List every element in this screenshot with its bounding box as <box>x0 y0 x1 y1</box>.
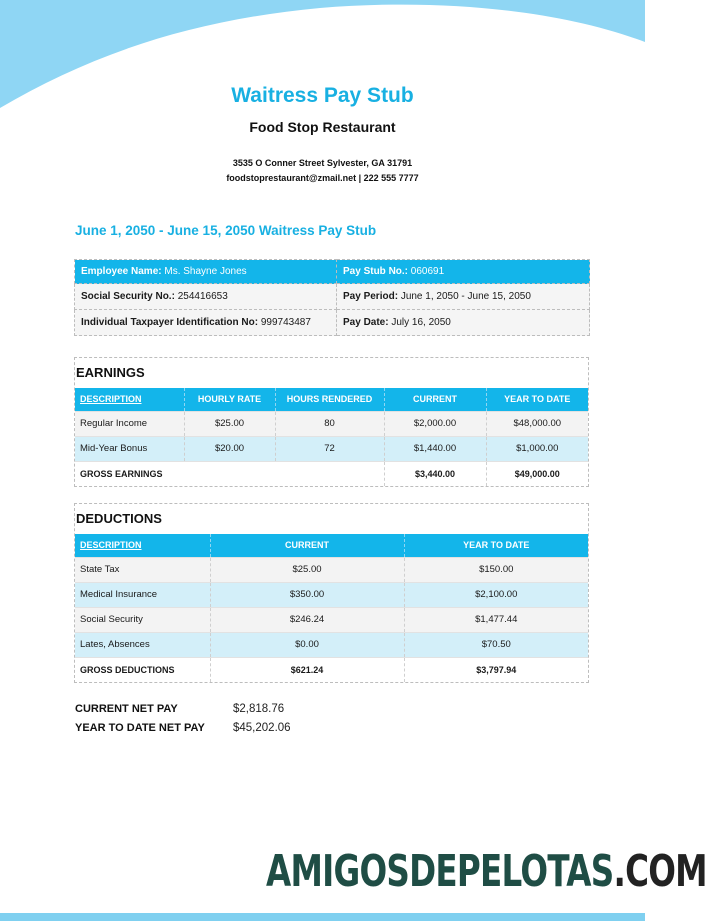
ytd-amount: $48,000.00 <box>486 411 588 436</box>
table-row <box>75 310 590 336</box>
column-header: DESCRIPTION <box>75 534 210 557</box>
pay-period-cell <box>337 284 590 310</box>
current-amount: $246.24 <box>210 607 404 632</box>
pay-date-label: Pay Date: <box>343 317 389 328</box>
deductions-section <box>74 503 589 683</box>
itin-label: Individual Taxpayer Identification No: <box>81 317 259 328</box>
watermark-suffix: .COM <box>613 846 707 897</box>
gross-deductions-ytd: $3,797.94 <box>404 657 588 682</box>
column-header: DESCRIPTION <box>75 388 184 411</box>
current-net-pay-value: $2,818.76 <box>233 703 285 715</box>
ytd-net-pay-label: YEAR TO DATE NET PAY <box>75 722 205 734</box>
stub-no-label: Pay Stub No.: <box>343 266 409 277</box>
stub-no-cell <box>337 260 590 284</box>
ytd-amount: $70.50 <box>404 632 588 657</box>
current-amount: $350.00 <box>210 582 404 607</box>
table-row <box>75 411 588 436</box>
gross-earnings-current: $3,440.00 <box>384 461 486 486</box>
earnings-table <box>75 388 588 486</box>
ytd-amount: $1,477.44 <box>404 607 588 632</box>
deduction-description: State Tax <box>75 557 210 582</box>
earnings-section <box>74 357 589 487</box>
stub-no-value: 060691 <box>410 266 445 277</box>
current-amount: $25.00 <box>210 557 404 582</box>
column-header: CURRENT <box>210 534 404 557</box>
watermark-logo <box>266 846 707 897</box>
gross-earnings-ytd: $49,000.00 <box>486 461 588 486</box>
current-amount: $1,440.00 <box>384 436 486 461</box>
pay-period-label: Pay Period: <box>343 291 399 302</box>
deduction-description: Lates, Absences <box>75 632 210 657</box>
table-row <box>75 260 590 284</box>
gross-earnings-label: GROSS EARNINGS <box>75 461 384 486</box>
company-address: 3535 O Conner Street Sylvester, GA 31791 <box>232 158 413 168</box>
hours-rendered: 80 <box>275 411 384 436</box>
company-contact: foodstoprestaurant@zmail.net | 222 555 7777 <box>226 173 419 183</box>
document-title: Waitress Pay Stub <box>231 84 414 107</box>
current-amount: $2,000.00 <box>384 411 486 436</box>
table-row <box>75 436 588 461</box>
earnings-total-row <box>75 461 588 486</box>
gross-deductions-label: GROSS DEDUCTIONS <box>75 657 210 682</box>
deduction-description: Social Security <box>75 607 210 632</box>
column-header: YEAR TO DATE <box>486 388 588 411</box>
table-row <box>75 607 588 632</box>
deductions-table <box>75 534 588 682</box>
ssn-value: 254416653 <box>177 291 228 302</box>
current-net-pay-label: CURRENT NET PAY <box>75 703 178 715</box>
company-name: Food Stop Restaurant <box>249 119 396 135</box>
table-row <box>75 632 588 657</box>
earning-description: Regular Income <box>75 411 184 436</box>
itin-cell <box>75 310 337 336</box>
employee-name-value: Ms. Shayne Jones <box>164 266 247 277</box>
table-row <box>75 557 588 582</box>
bottom-bar-decoration <box>0 913 645 921</box>
itin-value: 999743487 <box>260 317 311 328</box>
deductions-header-row <box>75 534 588 557</box>
column-header: YEAR TO DATE <box>404 534 588 557</box>
table-row <box>75 582 588 607</box>
deduction-description: Medical Insurance <box>75 582 210 607</box>
column-header: CURRENT <box>384 388 486 411</box>
employee-info-table <box>74 259 590 336</box>
deductions-total-row <box>75 657 588 682</box>
earnings-title: EARNINGS <box>76 365 145 380</box>
column-header: HOURS RENDERED <box>275 388 384 411</box>
ssn-cell <box>75 284 337 310</box>
hours-rendered: 72 <box>275 436 384 461</box>
hourly-rate: $25.00 <box>184 411 275 436</box>
watermark-main: AMIGOSDEPELOTAS <box>266 846 614 897</box>
pay-date-cell <box>337 310 590 336</box>
deductions-title: DEDUCTIONS <box>76 511 162 526</box>
earning-description: Mid-Year Bonus <box>75 436 184 461</box>
ytd-amount: $1,000.00 <box>486 436 588 461</box>
column-header: HOURLY RATE <box>184 388 275 411</box>
pay-period-title: June 1, 2050 - June 15, 2050 Waitress Pay Stub <box>75 223 377 238</box>
pay-date-value: July 16, 2050 <box>391 317 451 328</box>
ytd-amount: $2,100.00 <box>404 582 588 607</box>
ytd-amount: $150.00 <box>404 557 588 582</box>
table-row <box>75 284 590 310</box>
earnings-header-row <box>75 388 588 411</box>
gross-deductions-current: $621.24 <box>210 657 404 682</box>
ytd-net-pay-value: $45,202.06 <box>233 722 291 734</box>
pay-period-value: June 1, 2050 - June 15, 2050 <box>400 291 531 302</box>
hourly-rate: $20.00 <box>184 436 275 461</box>
employee-name-label: Employee Name: <box>81 266 162 277</box>
current-amount: $0.00 <box>210 632 404 657</box>
employee-name-cell <box>75 260 337 284</box>
ssn-label: Social Security No.: <box>81 291 175 302</box>
